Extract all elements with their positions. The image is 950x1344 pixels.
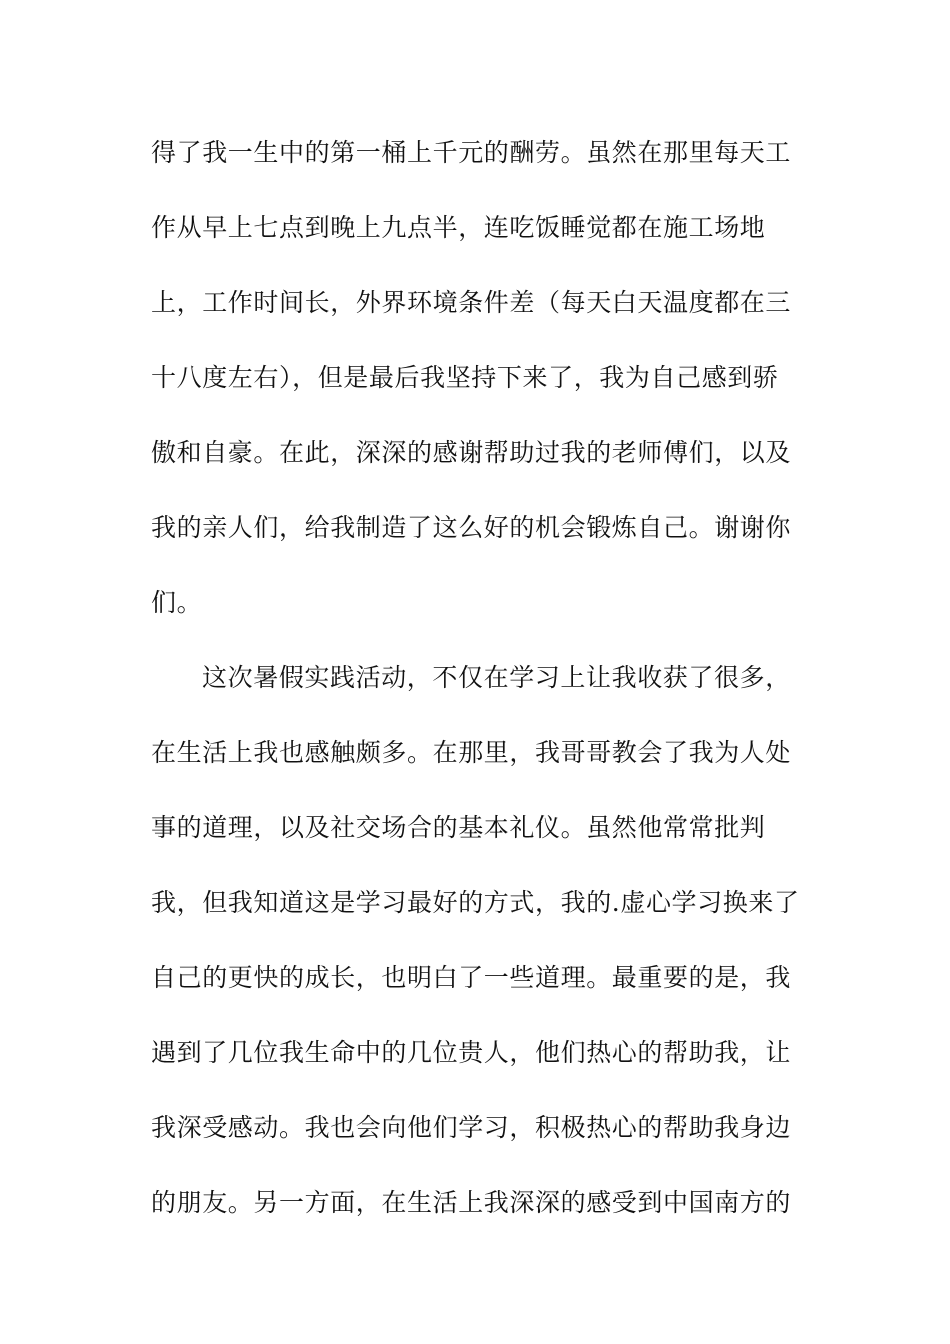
body-text xyxy=(151,133,811,1258)
text-line: 事的道理，以及社交场合的基本礼仪。虽然他常常批判 xyxy=(151,813,766,842)
text-line: 上，工作时间长，外界环境条件差（每天白天温度都在三 xyxy=(151,288,792,317)
text-line: 们。 xyxy=(151,588,203,617)
text-line: 作从早上七点到晚上九点半，连吃饭睡觉都在施工场地 xyxy=(151,213,766,242)
text-line: 遇到了几位我生命中的几位贵人，他们热心的帮助我，让 xyxy=(151,1038,792,1067)
text-line: 傲和自豪。在此，深深的感谢帮助过我的老师傅们，以及 xyxy=(151,438,792,467)
text-line: 的朋友。另一方面，在生活上我深深的感受到中国南方的 xyxy=(151,1188,792,1217)
text-line: 我，但我知道这是学习最好的方式，我的.虚心学习换来了 xyxy=(151,888,800,917)
text-line: 十八度左右），但是最后我坚持下来了，我为自己感到骄 xyxy=(151,363,779,392)
text-line: 我的亲人们，给我制造了这么好的机会锻炼自己。谢谢你 xyxy=(151,513,792,542)
text-line: 我深受感动。我也会向他们学习，积极热心的帮助我身边 xyxy=(151,1113,792,1142)
paragraph-first-line: 这次暑假实践活动，不仅在学习上让我收获了很多， xyxy=(202,663,791,692)
text-line: 自己的更快的成长，也明白了一些道理。最重要的是，我 xyxy=(151,963,792,992)
text-line: 在生活上我也感触颇多。在那里，我哥哥教会了我为人处 xyxy=(151,738,792,767)
text-line: 得了我一生中的第一桶上千元的酬劳。虽然在那里每天工 xyxy=(151,138,792,167)
